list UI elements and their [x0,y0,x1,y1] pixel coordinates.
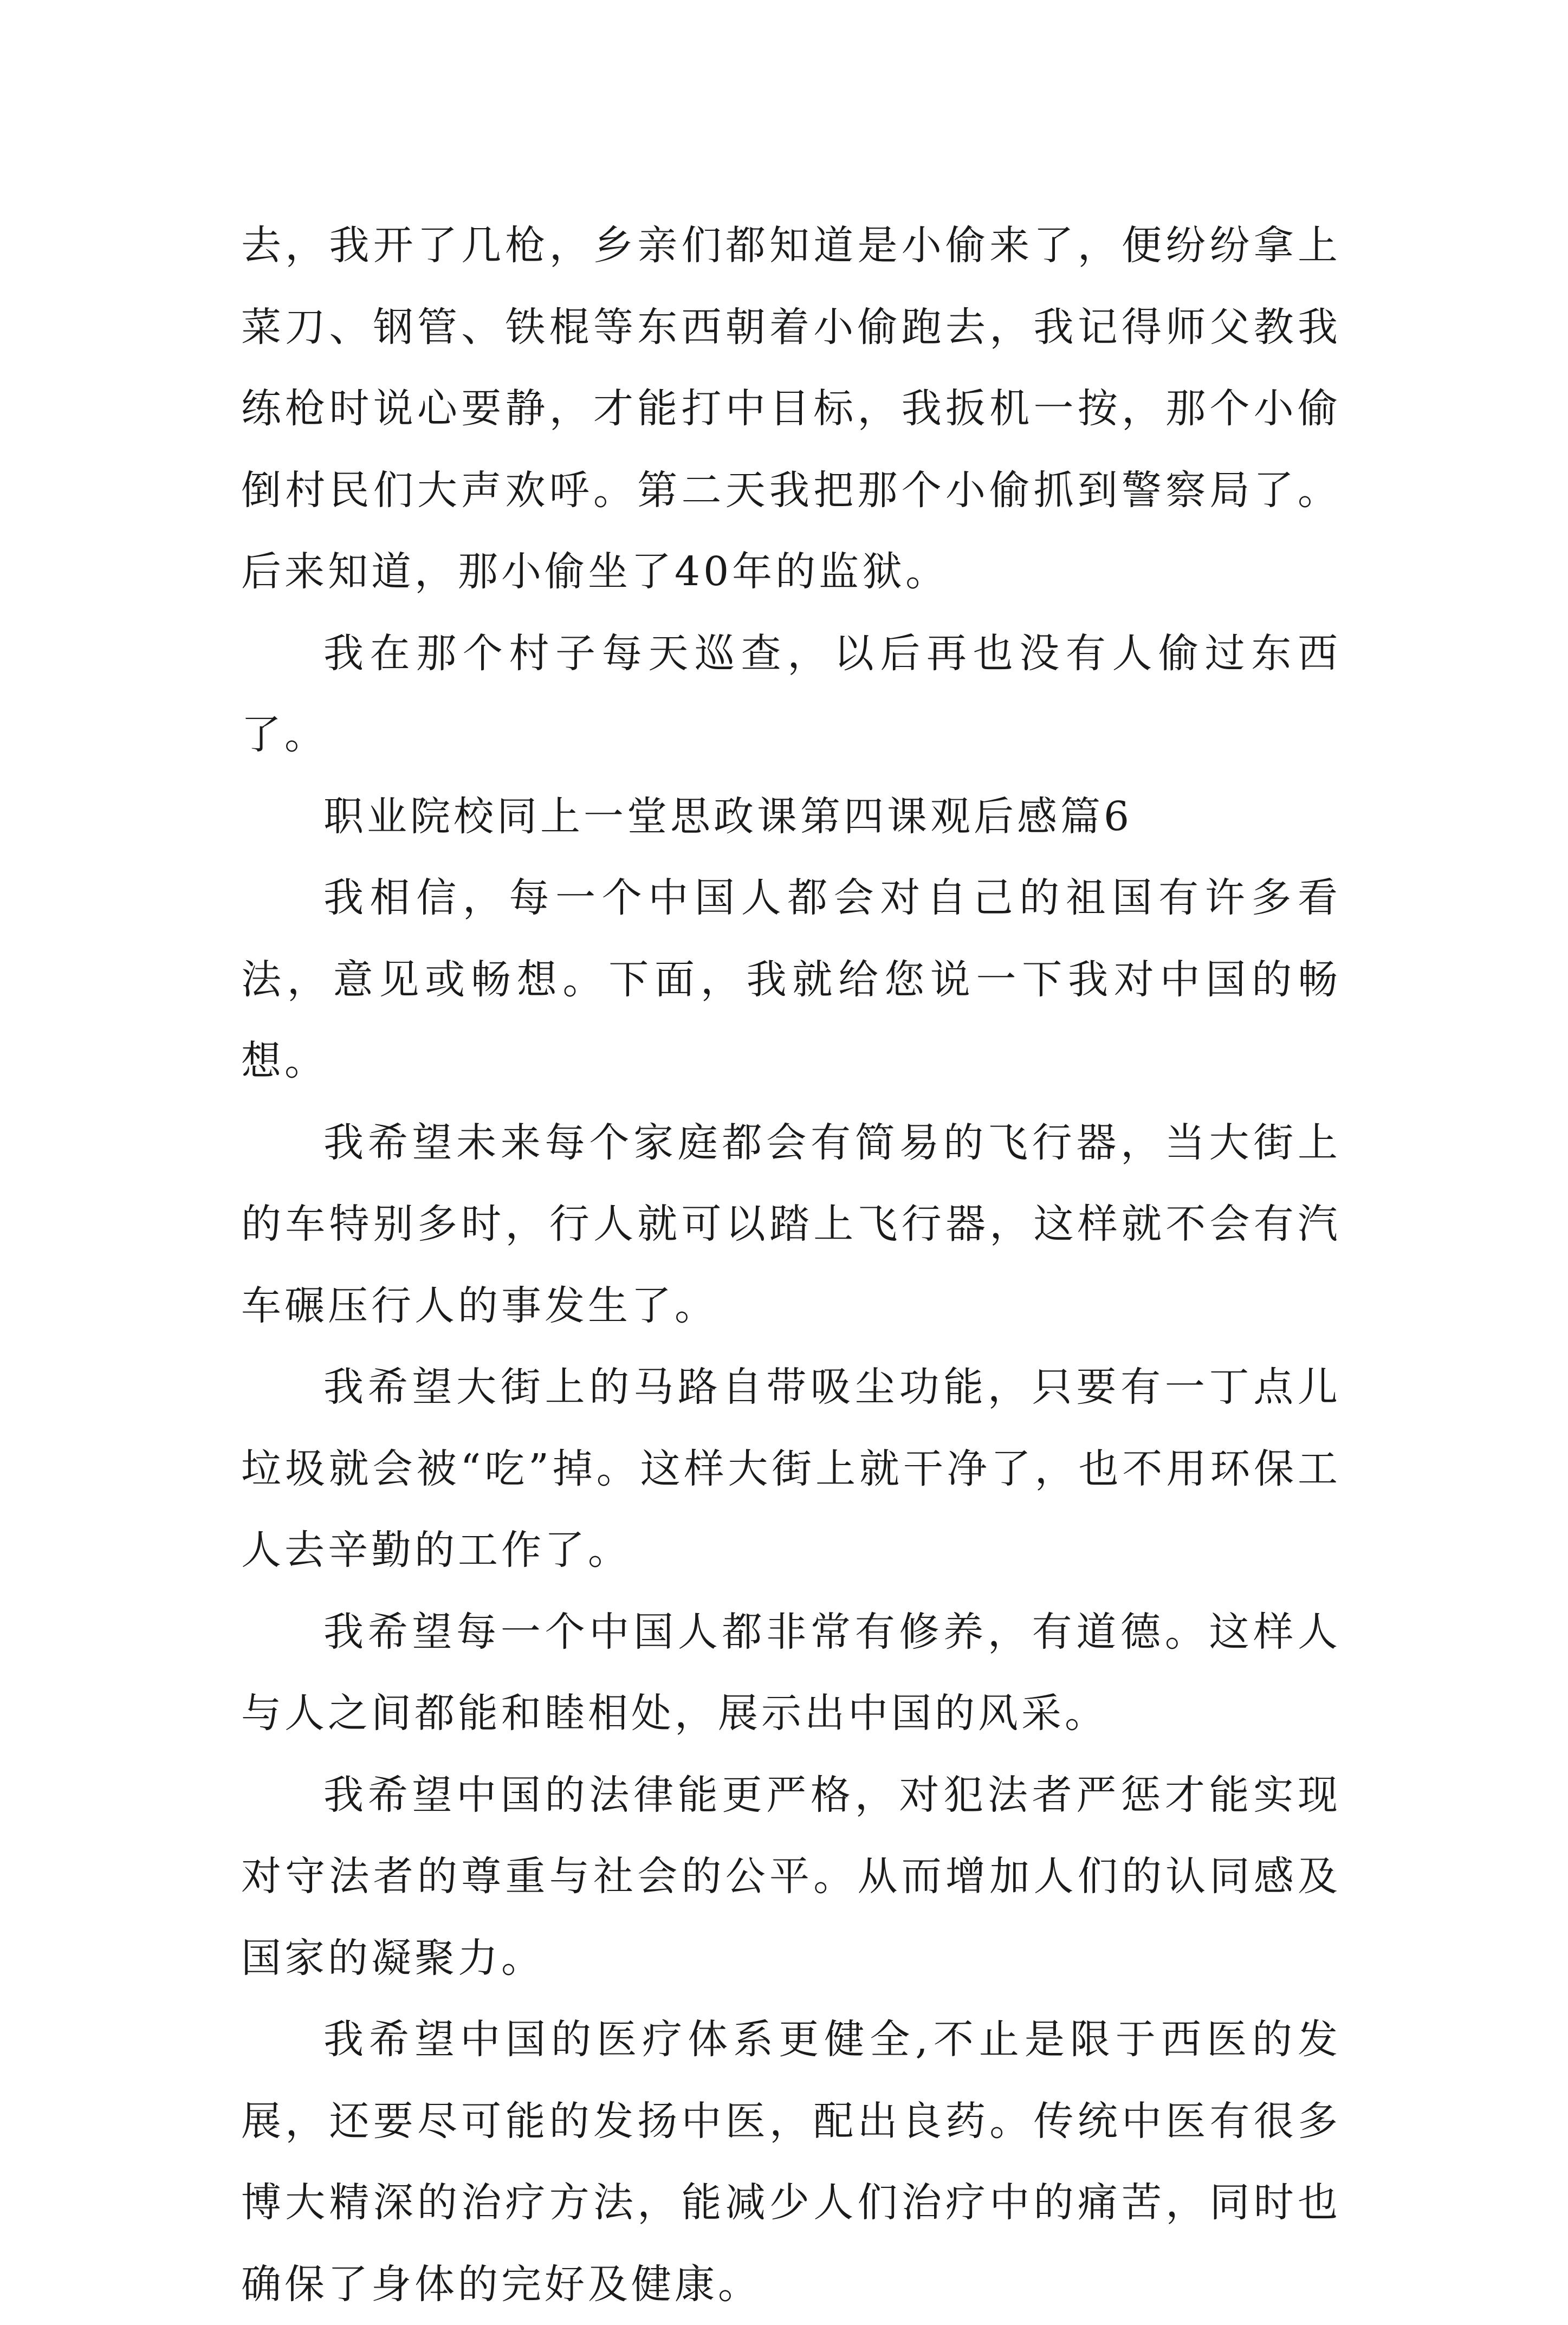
document-body [241,205,1341,2325]
paragraph: 我希望每一个中国人都非常有修养，有道德。这样人与人之间都能和睦相处，展示出中国的风采。 [241,1608,1341,1737]
paragraph: 我相信，每一个中国人都会对自己的祖国有许多看法，意见或畅想。下面，我就给您说一下我对中国的畅想。 [241,875,1341,1084]
paragraph: 去，我开了几枪，乡亲们都知道是小偷来了，便纷纷拿上菜刀、钢管、铁棍等东西朝着小偷跑去，我记得师父教我练枪时说心要静，才能打中目标，我扳机一按，那个小偷倒村民们大声欢呼。第二天我把那个小偷抓到警察局了。后来知道，那小偷坐了40年的监狱。 [241,222,1341,595]
section-heading: 职业院校同上一堂思政课第四课观后感篇6 [323,793,1133,840]
paragraph: 我希望大街上的马路自带吸尘功能，只要有一丁点儿垃圾就会被“吃”掉。这样大街上就干净了，也不用环保工人去辛勤的工作了。 [241,1364,1341,1573]
paragraph: 我希望中国的法律能更严格，对犯法者严惩才能实现对守法者的尊重与社会的公平。从而增加人们的认同感及国家的凝聚力。 [241,1771,1341,1981]
paragraph: 我希望未来每个家庭都会有简易的飞行器，当大街上的车特别多时，行人就可以踏上飞行器，这样就不会有汽车碾压行人的事发生了。 [241,1119,1341,1329]
paragraph: 我在那个村子每天巡查，以后再也没有人偷过东西了。 [241,630,1341,758]
paragraph: 我希望中国的医疗体系更健全,不止是限于西医的发展，还要尽可能的发扬中医，配出良药。传统中医有很多博大精深的治疗方法，能减少人们治疗中的痛苦，同时也确保了身体的完好及健康。 [241,2016,1341,2308]
